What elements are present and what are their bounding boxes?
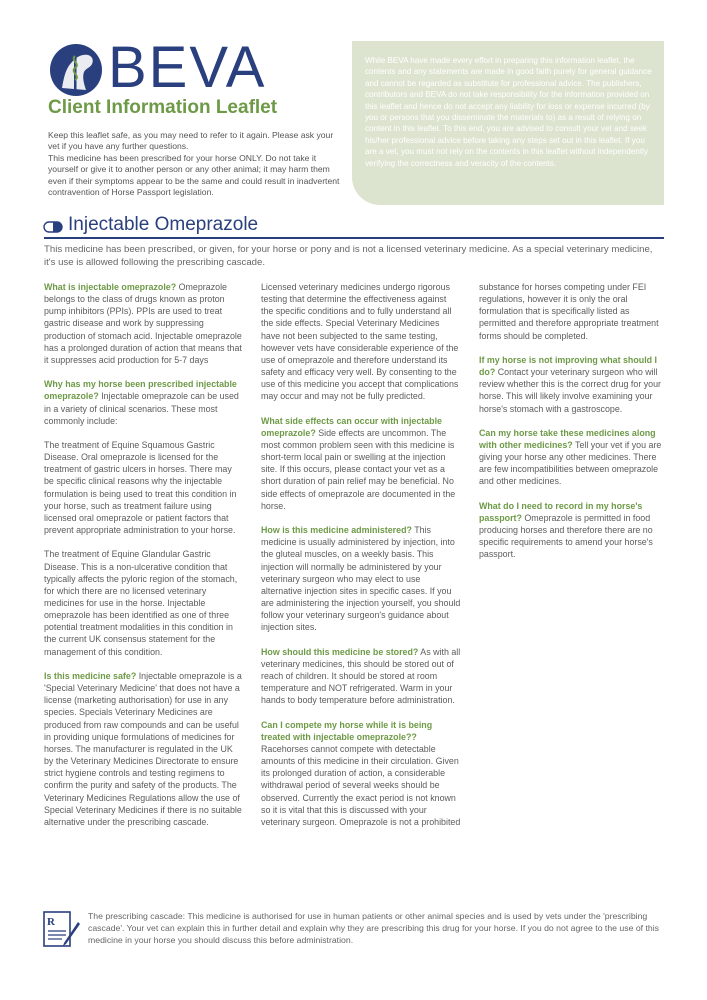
logo-wordmark: BEVA	[108, 35, 267, 100]
question-heading: Is this medicine safe?	[44, 670, 137, 681]
footer-note: The prescribing cascade: This medicine is authorised for use in human patients or other animal species and is used by vets under the 'prescribing cascade'. Your vet can explain this in further detail and explain why they are prescribing this drug for your horse. If you do not agree to the use of this medicine in your horse you should discuss this before administration.	[88, 911, 660, 945]
page-title: Injectable Omeprazole	[68, 214, 259, 235]
subheading: This medicine has been prescribed, or given, for your horse or pony and is not a licensed veterinary medicine. As a special veterinary medicine, it's use is allowed following the prescribing cascade.	[44, 244, 653, 268]
paragraph-text: Omeprazole belongs to the class of drugs known as proton pump inhibitors (PPIs). PPIs are used to treat gastric disease and work by suppressing production of stomach acid. Injectable omeprazole has a prolonged duration of action that means that it suppresses acid production for 5-7 days	[44, 282, 242, 365]
paragraph-text: The treatment of Equine Squamous Gastric Disease. Oral omeprazole is licensed for the treatment of gastric ulcers in horses. There may be specific clinical reasons why the injectable formulation is being used to treat this condition in your horse, such as treatment failure using licensed oral omeprazole or patient factors that prevent appropriate administration to your horse.	[44, 440, 237, 536]
paragraph-text: Licensed veterinary medicines undergo rigorous testing that determine the effectiveness against the specific conditions and to fully understand all the side effects. Special Veterinary Medicines have not been subjected to the same testing, however vets have considerable experience of the use of omeprazole and therefore understand its safety and efficacy very well. By consenting to the use of this medicine you accept that complications may occur and may not be fully predicted.	[261, 282, 459, 402]
paragraph	[479, 427, 665, 488]
paragraph-text: substance for horses competing under FEI regulations, however it is only the oral formulation that is specifically listed as permitted and therefore appropriate treatment forms should be completed.	[479, 282, 659, 341]
question-heading: What is injectable omeprazole?	[44, 282, 177, 292]
column-2	[261, 281, 461, 840]
intro-paragraph-1: Keep this leaflet safe, as you may need to refer to it again. Please ask your vet if you have any further questions.	[48, 130, 334, 152]
question-heading: Why has my horse been prescribed injectable omeprazole?	[44, 379, 237, 402]
paragraph	[479, 281, 665, 342]
question-heading: What side effects can occur with injectable omeprazole?	[261, 415, 442, 438]
column-1	[44, 281, 242, 840]
intro-text	[48, 130, 343, 198]
paragraph-text: Injectable omeprazole can be used in a variety of clinical scenarios. These most commonly include:	[44, 391, 239, 426]
paragraph	[44, 548, 242, 657]
paragraph	[44, 378, 242, 427]
paragraph	[479, 354, 665, 415]
paragraph-text: Contact your veterinary surgeon who will review whether this is the correct drug for your horse. This will likely involve examining your horse's stomach with a gastroscope.	[479, 367, 662, 414]
paragraph	[261, 646, 461, 707]
paragraph	[261, 719, 461, 828]
paragraph	[44, 439, 242, 536]
question-heading: How is this medicine administered?	[261, 525, 412, 536]
svg-text:R: R	[47, 916, 55, 928]
beva-horse-logo-icon	[48, 42, 104, 98]
paragraph	[44, 670, 242, 828]
paragraph-text: This medicine is usually administered by injection, into the gluteal muscles, on a weekly basis. This injection will normally be administered by your veterinary surgeon who may elect to use alternative injection sites in specific cases. If you are administering the injection yourself, you should follow your veterinary surgeon's guidance about injection sites.	[261, 525, 461, 633]
paragraph-text: Side effects are uncommon. The most common problem seen with this medicine is short-term local pain or swelling at the injection site. If this occurs, please contact your vet as a short duration of pain relief may be beneficial. No side effects of omeprazole are documented in the horse.	[261, 427, 456, 511]
pill-icon	[43, 221, 63, 233]
question-heading: What do I need to record in my horse's passport?	[479, 500, 643, 523]
question-heading: If my horse is not improving what should I do?	[479, 354, 658, 378]
leaflet-title: Client Information Leaflet	[48, 97, 278, 118]
paragraph-text: Omeprazole is permitted in food producing horses and therefore there are no specific requirements to amend your horse's passport.	[479, 512, 653, 560]
paragraph-text: Racehorses cannot compete with detectable amounts of this medicine in their circulation. Given its prolonged duration of action, a considerable withdrawal period of several weeks should be observed. Currently the exact period is not known so it is vital that this is discussed with your veterinary surgeon. Omeprazole is not a prohibited	[261, 743, 461, 827]
prescription-pad-icon	[42, 910, 82, 950]
beva-logo	[48, 35, 288, 102]
intro-paragraph-2: This medicine has been prescribed for your horse ONLY. Do not take it yourself or give it to another person or any other animal; it may harm them even if their symptoms appear to be the same and could result in inadvertent contravention of Horse Passport legislation.	[48, 152, 340, 198]
question-heading: Can my horse take these medicines along with other medicines?	[479, 427, 656, 450]
paragraph-text: As with all veterinary medicines, this should be stored out of reach of children. It should be stored at room temperature and NOT refrigerated. Warm in your hands to body temperature before administration.	[261, 646, 461, 706]
paragraph-text: Tell your vet if you are giving your horse any other medicines. There are few incompatibilities between omeprazole and other medicines.	[479, 440, 662, 487]
paragraph	[261, 524, 461, 633]
paragraph-text: Injectable omeprazole is a 'Special Veterinary Medicine' that does not have a license (marketing authorisation) for use in any species. Specials Veterinary Medicines are produced from raw compounds and can be useful in providing unique formulations of medicines for horses. The manufacturer is regulated in the UK by the Veterinary Medicines Directorate to ensure strict hygiene controls and testing regimens to confirm the purity and safety of the products. The Veterinary Medicines Regulations allow the use of Special Veterinary Medicines if there is no suitable alternative under the prescribing cascade.	[44, 670, 242, 827]
title-divider	[44, 237, 664, 239]
disclaimer-box: While BEVA have made every effort in preparing this information leaflet, the contents and any statements are made in good faith purely for general guidance and cannot be regarded as substitute for professional advice. The publishers, contributors and BEVA do not take responsibility for the information provided on this leaflet and hence do not accept any liability for loss or expense incurred (by you or persons that you disseminate the materials to) as a result of relying on content in this leaflet. To this end, you are advised to consult your vet and seek his/her professional advice before taking any steps set out in this leaflet. If you are a vet, you must not rely on the contents in this leaflet without independently verifying the correctness and veracity of the contents.	[352, 41, 664, 205]
paragraph	[44, 281, 242, 366]
paragraph-text: The treatment of Equine Glandular Gastric Disease. This is a non-ulcerative condition that typically affects the pyloric region of the stomach, for which there are no licensed veterinary medicines for use in the horse. Injectable omeprazole has been identified as one of three potential treatment modalities in this condition in the current UK consensus statement for the management of this condition.	[44, 549, 238, 657]
question-heading: Can I compete my horse while it is being treated with injectable omeprazole??	[261, 719, 433, 742]
question-heading: How should this medicine be stored?	[261, 646, 419, 657]
paragraph	[261, 415, 461, 512]
paragraph	[261, 281, 461, 403]
paragraph	[479, 500, 665, 561]
column-3	[479, 281, 665, 573]
